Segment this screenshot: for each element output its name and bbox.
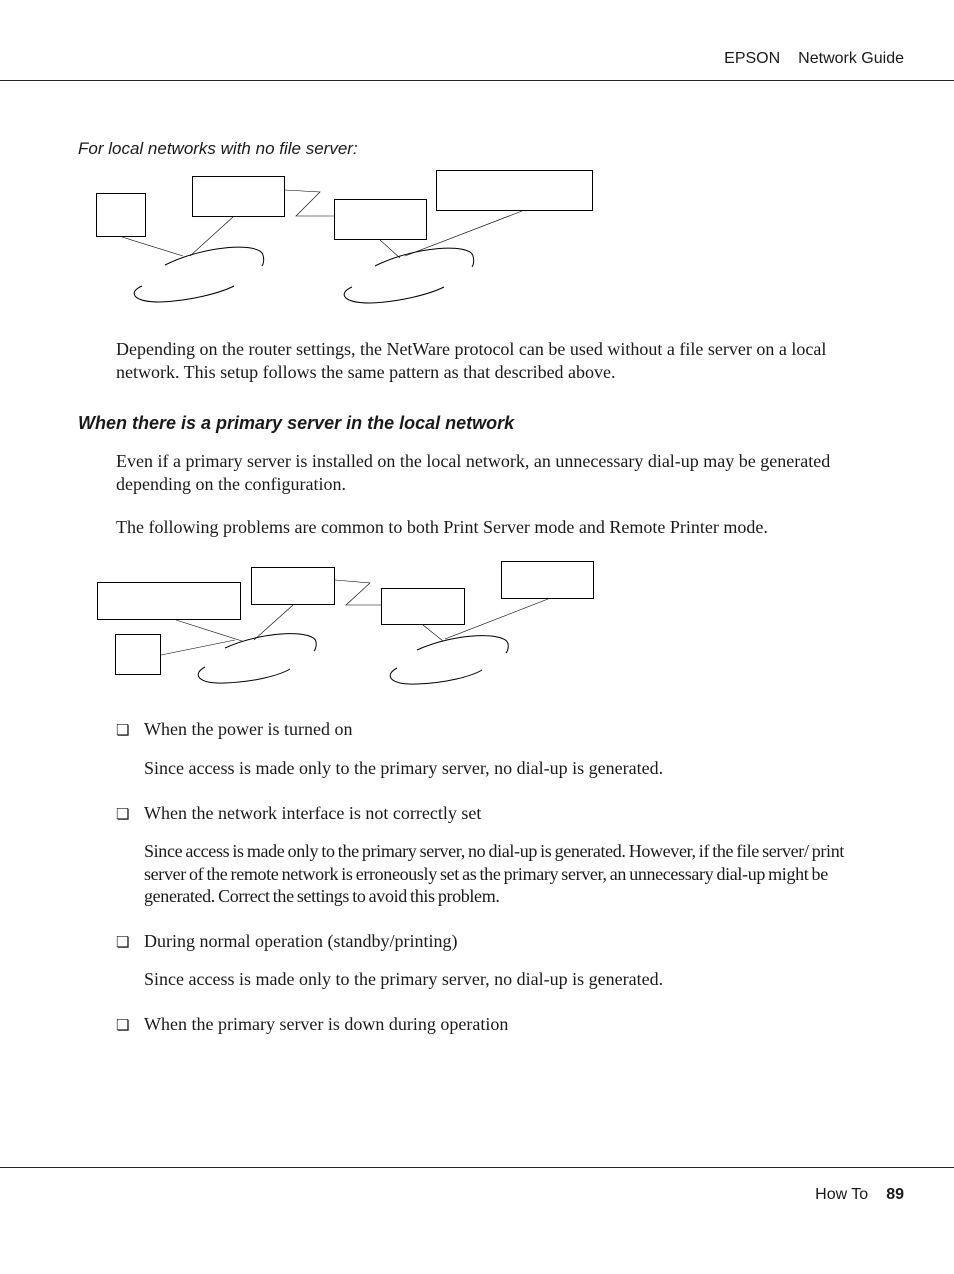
footer-rule bbox=[0, 1167, 954, 1168]
lan-link bbox=[161, 640, 235, 655]
lan-ellipse bbox=[225, 634, 316, 651]
page-number: 89 bbox=[886, 1186, 904, 1203]
list-item bbox=[116, 802, 481, 826]
lan-link bbox=[176, 620, 242, 641]
router-link bbox=[335, 580, 381, 605]
list-item-text: Since access is made only to the primary server, no dial-up is generated. bbox=[144, 758, 664, 778]
checkbox-bullet-icon: ❏ bbox=[116, 1016, 130, 1034]
checkbox-bullet-icon: ❏ bbox=[116, 933, 130, 951]
lan-ellipse bbox=[198, 667, 290, 683]
list-item bbox=[116, 1013, 508, 1037]
diagram-caption: For local networks with no file server: bbox=[78, 139, 358, 158]
lan-ellipse bbox=[417, 636, 508, 653]
paragraph-common-problems: The following problems are common to both Print Server mode and Remote Printer mode. bbox=[116, 517, 768, 537]
list-item-title: During normal operation (standby/printing) bbox=[144, 931, 458, 951]
checkbox-bullet-icon: ❏ bbox=[116, 805, 130, 823]
diagram-box bbox=[252, 568, 335, 605]
diagram-box bbox=[502, 562, 594, 599]
list-item-text: Since access is made only to the primary server, no dial-up is generated. However, if the file server/ print server of the remote network is erroneously set as the primary server, an unnecessary dial-up might be generated. Correct the settings to avoid this problem. bbox=[144, 841, 844, 906]
diagram-box bbox=[116, 635, 161, 675]
paragraph-router-settings: Depending on the router settings, the NetWare protocol can be used without a file server on a local network. This setup follows the same pattern as that described above. bbox=[116, 339, 827, 382]
lan-ellipse bbox=[390, 668, 482, 684]
checkbox-bullet-icon: ❏ bbox=[116, 721, 130, 739]
paragraph-primary-server: Even if a primary server is installed on the local network, an unnecessary dial-up may be generated depending on the configuration. bbox=[116, 451, 831, 494]
list-item bbox=[116, 930, 457, 954]
header-brand: EPSON bbox=[724, 50, 781, 67]
page-footer bbox=[815, 1186, 904, 1204]
list-item-title: When the network interface is not correctly set bbox=[144, 803, 482, 823]
list-item-title: When the primary server is down during operation bbox=[144, 1014, 509, 1034]
footer-section: How To bbox=[815, 1186, 869, 1203]
list-item bbox=[116, 718, 352, 742]
diagram-box bbox=[98, 583, 241, 620]
diagram-box bbox=[382, 589, 465, 625]
section-heading: When there is a primary server in the local network bbox=[78, 413, 515, 433]
list-item-text: Since access is made only to the primary server, no dial-up is generated. bbox=[144, 969, 664, 989]
header-doc-title: Network Guide bbox=[798, 50, 904, 67]
list-item-title: When the power is turned on bbox=[144, 719, 353, 739]
lan-link bbox=[445, 599, 548, 639]
lan-link bbox=[423, 625, 443, 641]
